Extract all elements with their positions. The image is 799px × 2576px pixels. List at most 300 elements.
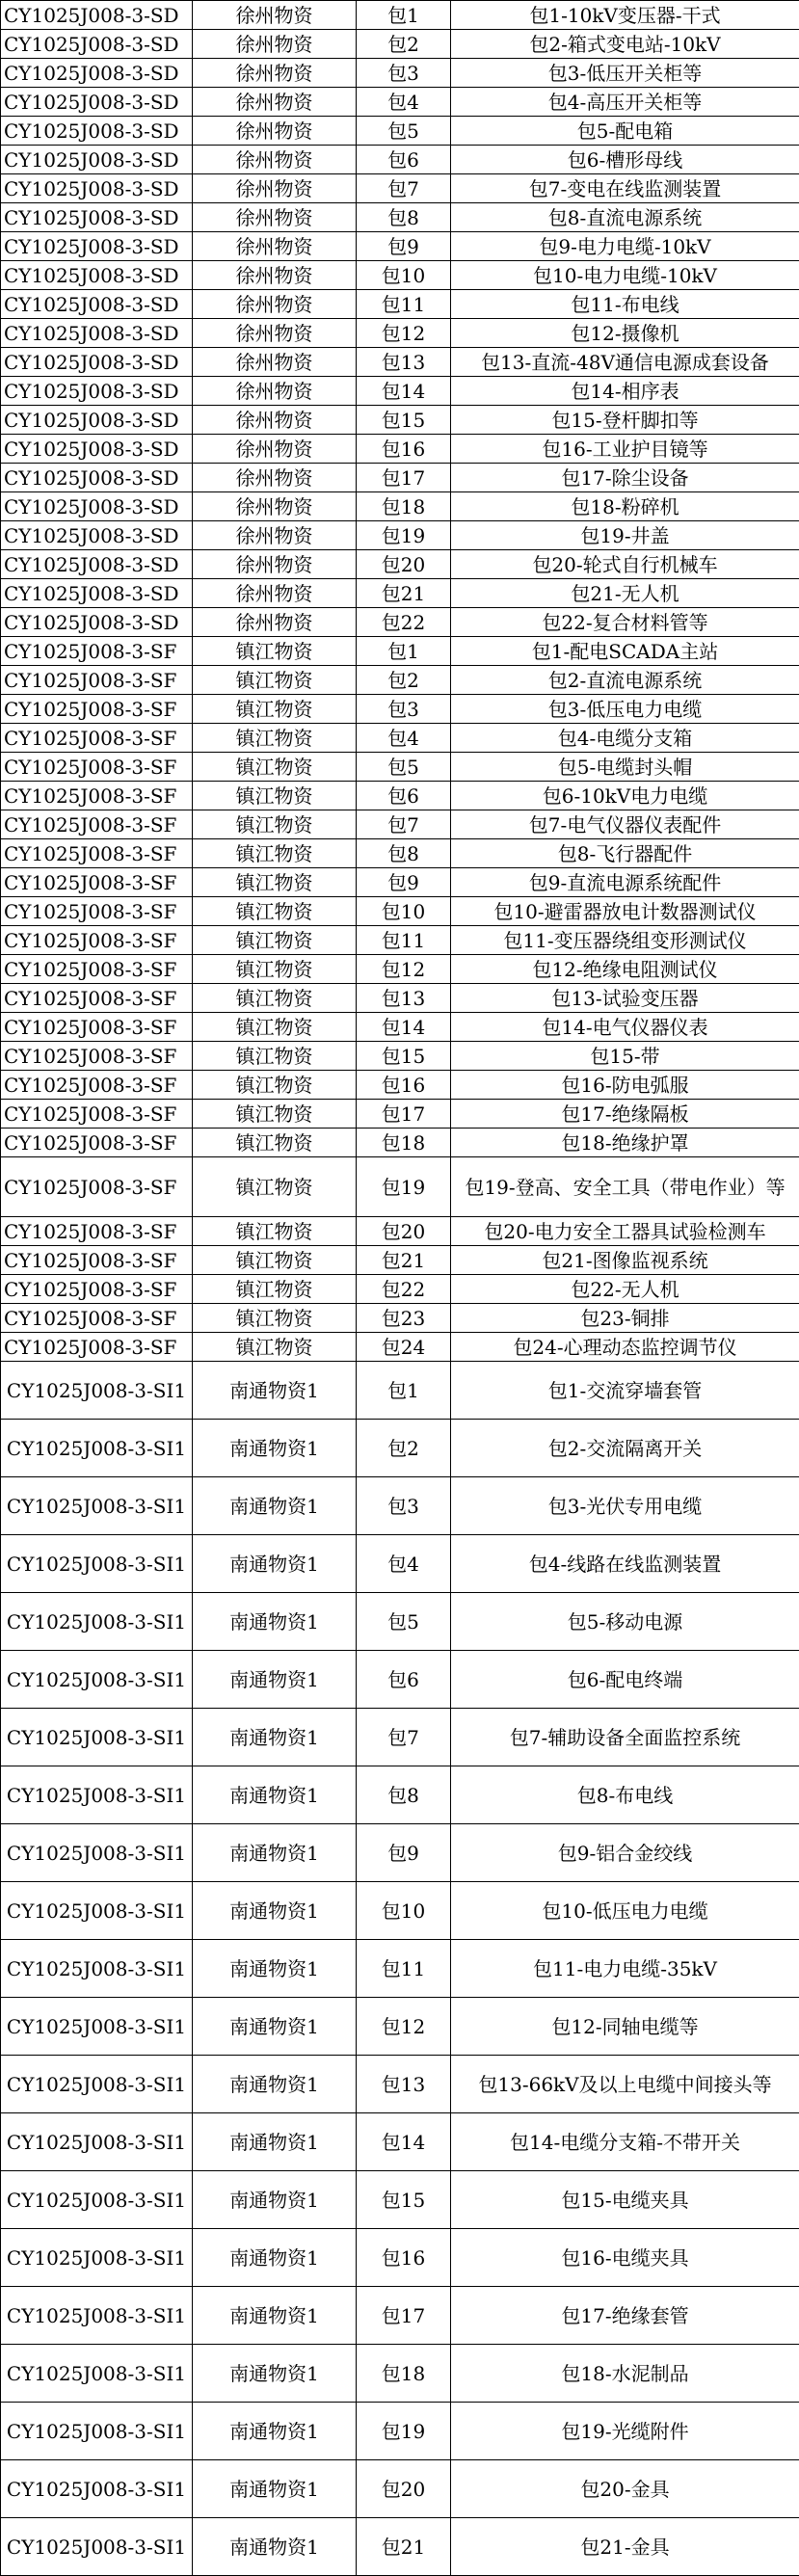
unit-cell: 镇江物资 (193, 1100, 357, 1129)
package-name-cell: 包17-除尘设备 (451, 464, 799, 492)
table-row (1, 897, 799, 926)
package-name-cell: 包23-铜排 (451, 1304, 799, 1333)
package-name-cell: 包8-飞行器配件 (451, 839, 799, 868)
package-name-cell: 包1-交流穿墙套管 (451, 1362, 799, 1420)
table-row (1, 2518, 799, 2576)
table-row (1, 955, 799, 984)
project-code-cell: CY1025J008-3-SI1 (1, 2518, 193, 2576)
table-row (1, 2287, 799, 2345)
unit-cell: 徐州物资 (193, 550, 357, 579)
project-code-cell: CY1025J008-3-SI1 (1, 1651, 193, 1709)
unit-cell: 镇江物资 (193, 1304, 357, 1333)
table-row (1, 782, 799, 810)
unit-cell: 徐州物资 (193, 464, 357, 492)
table-row (1, 1651, 799, 1709)
project-code-cell: CY1025J008-3-SF (1, 1100, 193, 1129)
table-row (1, 1998, 799, 2056)
table-row (1, 1100, 799, 1129)
package-number-cell: 包24 (357, 1333, 451, 1362)
table-row (1, 1129, 799, 1157)
project-code-cell: CY1025J008-3-SD (1, 550, 193, 579)
unit-cell: 徐州物资 (193, 290, 357, 319)
package-name-cell: 包5-配电箱 (451, 117, 799, 146)
project-code-cell: CY1025J008-3-SF (1, 1013, 193, 1042)
table-row (1, 1882, 799, 1940)
package-name-cell: 包5-移动电源 (451, 1593, 799, 1651)
table-row (1, 1477, 799, 1535)
unit-cell: 镇江物资 (193, 897, 357, 926)
project-code-cell: CY1025J008-3-SF (1, 1129, 193, 1157)
package-name-cell: 包9-直流电源系统配件 (451, 868, 799, 897)
package-number-cell: 包22 (357, 608, 451, 637)
table-row (1, 695, 799, 724)
project-code-cell: CY1025J008-3-SF (1, 810, 193, 839)
unit-cell: 镇江物资 (193, 1042, 357, 1071)
package-number-cell: 包9 (357, 232, 451, 261)
package-number-cell: 包16 (357, 1071, 451, 1100)
unit-cell: 徐州物资 (193, 59, 357, 88)
unit-cell: 南通物资1 (193, 2229, 357, 2287)
package-name-cell: 包18-绝缘护罩 (451, 1129, 799, 1157)
project-code-cell: CY1025J008-3-SI1 (1, 2229, 193, 2287)
table-row (1, 1246, 799, 1275)
project-code-cell: CY1025J008-3-SF (1, 926, 193, 955)
package-name-cell: 包15-电缆夹具 (451, 2171, 799, 2229)
package-name-cell: 包7-电气仪器仪表配件 (451, 810, 799, 839)
package-number-cell: 包5 (357, 117, 451, 146)
table-row (1, 2229, 799, 2287)
unit-cell: 南通物资1 (193, 1477, 357, 1535)
table-row (1, 117, 799, 146)
package-number-cell: 包6 (357, 1651, 451, 1709)
package-name-cell: 包3-低压电力电缆 (451, 695, 799, 724)
table-row (1, 1042, 799, 1071)
project-code-cell: CY1025J008-3-SD (1, 579, 193, 608)
table-row (1, 1362, 799, 1420)
table-row (1, 550, 799, 579)
project-code-cell: CY1025J008-3-SF (1, 1157, 193, 1217)
project-code-cell: CY1025J008-3-SD (1, 88, 193, 117)
package-number-cell: 包19 (357, 521, 451, 550)
table-row (1, 753, 799, 782)
package-number-cell: 包2 (357, 30, 451, 59)
unit-cell: 徐州物资 (193, 117, 357, 146)
project-code-cell: CY1025J008-3-SF (1, 1071, 193, 1100)
project-code-cell: CY1025J008-3-SD (1, 521, 193, 550)
package-name-cell: 包6-配电终端 (451, 1651, 799, 1709)
package-number-cell: 包10 (357, 1882, 451, 1940)
project-code-cell: CY1025J008-3-SD (1, 464, 193, 492)
table-row (1, 2113, 799, 2171)
package-name-cell: 包9-电力电缆-10kV (451, 232, 799, 261)
package-number-cell: 包13 (357, 984, 451, 1013)
unit-cell: 徐州物资 (193, 348, 357, 377)
table-row (1, 608, 799, 637)
package-name-cell: 包10-低压电力电缆 (451, 1882, 799, 1940)
unit-cell: 徐州物资 (193, 203, 357, 232)
table-row (1, 174, 799, 203)
package-name-cell: 包19-井盖 (451, 521, 799, 550)
project-code-cell: CY1025J008-3-SI1 (1, 1362, 193, 1420)
unit-cell: 镇江物资 (193, 1275, 357, 1304)
unit-cell: 徐州物资 (193, 261, 357, 290)
table-row (1, 290, 799, 319)
package-number-cell: 包10 (357, 897, 451, 926)
unit-cell: 南通物资1 (193, 2403, 357, 2460)
package-name-cell: 包6-槽形母线 (451, 146, 799, 174)
package-number-cell: 包14 (357, 377, 451, 406)
unit-cell: 徐州物资 (193, 406, 357, 435)
table-row (1, 261, 799, 290)
package-name-cell: 包18-粉碎机 (451, 492, 799, 521)
project-code-cell: CY1025J008-3-SI1 (1, 2460, 193, 2518)
project-code-cell: CY1025J008-3-SD (1, 406, 193, 435)
package-number-cell: 包18 (357, 492, 451, 521)
unit-cell: 徐州物资 (193, 319, 357, 348)
package-number-cell: 包4 (357, 88, 451, 117)
package-number-cell: 包10 (357, 261, 451, 290)
unit-cell: 镇江物资 (193, 1071, 357, 1100)
table-row (1, 59, 799, 88)
unit-cell: 南通物资1 (193, 2171, 357, 2229)
unit-cell: 镇江物资 (193, 1217, 357, 1246)
project-code-cell: CY1025J008-3-SI1 (1, 1940, 193, 1998)
package-number-cell: 包17 (357, 2287, 451, 2345)
table-row (1, 926, 799, 955)
table-row (1, 1766, 799, 1824)
table-row (1, 377, 799, 406)
package-number-cell: 包15 (357, 2171, 451, 2229)
unit-cell: 镇江物资 (193, 1129, 357, 1157)
project-code-cell: CY1025J008-3-SI1 (1, 2287, 193, 2345)
package-name-cell: 包24-心理动态监控调节仪 (451, 1333, 799, 1362)
package-number-cell: 包3 (357, 695, 451, 724)
unit-cell: 徐州物资 (193, 88, 357, 117)
package-number-cell: 包7 (357, 174, 451, 203)
unit-cell: 镇江物资 (193, 753, 357, 782)
package-number-cell: 包14 (357, 1013, 451, 1042)
table-row (1, 406, 799, 435)
package-number-cell: 包14 (357, 2113, 451, 2171)
project-code-cell: CY1025J008-3-SF (1, 1333, 193, 1362)
package-name-cell: 包22-无人机 (451, 1275, 799, 1304)
table-row (1, 1304, 799, 1333)
package-number-cell: 包20 (357, 2460, 451, 2518)
package-name-cell: 包7-变电在线监测装置 (451, 174, 799, 203)
unit-cell: 徐州物资 (193, 492, 357, 521)
package-number-cell: 包15 (357, 1042, 451, 1071)
project-code-cell: CY1025J008-3-SD (1, 290, 193, 319)
unit-cell: 镇江物资 (193, 1013, 357, 1042)
table-row (1, 1940, 799, 1998)
project-code-cell: CY1025J008-3-SD (1, 59, 193, 88)
package-name-cell: 包4-线路在线监测装置 (451, 1535, 799, 1593)
table-row (1, 637, 799, 666)
table-row (1, 666, 799, 695)
package-name-cell: 包3-低压开关柜等 (451, 59, 799, 88)
package-number-cell: 包11 (357, 1940, 451, 1998)
project-code-cell: CY1025J008-3-SI1 (1, 2056, 193, 2113)
project-code-cell: CY1025J008-3-SD (1, 377, 193, 406)
package-name-cell: 包19-光缆附件 (451, 2403, 799, 2460)
project-code-cell: CY1025J008-3-SD (1, 492, 193, 521)
table-row (1, 1, 799, 30)
table-row (1, 1709, 799, 1766)
package-number-cell: 包8 (357, 203, 451, 232)
package-number-cell: 包17 (357, 464, 451, 492)
table-row (1, 232, 799, 261)
package-number-cell: 包11 (357, 926, 451, 955)
unit-cell: 南通物资1 (193, 2460, 357, 2518)
package-name-cell: 包20-电力安全工器具试验检测车 (451, 1217, 799, 1246)
package-number-cell: 包21 (357, 2518, 451, 2576)
unit-cell: 镇江物资 (193, 984, 357, 1013)
package-number-cell: 包20 (357, 1217, 451, 1246)
package-number-cell: 包23 (357, 1304, 451, 1333)
package-name-cell: 包2-箱式变电站-10kV (451, 30, 799, 59)
unit-cell: 徐州物资 (193, 521, 357, 550)
project-code-cell: CY1025J008-3-SD (1, 348, 193, 377)
table-row (1, 1013, 799, 1042)
unit-cell: 南通物资1 (193, 2287, 357, 2345)
unit-cell: 镇江物资 (193, 695, 357, 724)
unit-cell: 镇江物资 (193, 637, 357, 666)
package-name-cell: 包20-轮式自行机械车 (451, 550, 799, 579)
project-code-cell: CY1025J008-3-SI1 (1, 2171, 193, 2229)
project-code-cell: CY1025J008-3-SD (1, 30, 193, 59)
project-code-cell: CY1025J008-3-SF (1, 1042, 193, 1071)
project-code-cell: CY1025J008-3-SF (1, 897, 193, 926)
package-name-cell: 包20-金具 (451, 2460, 799, 2518)
project-code-cell: CY1025J008-3-SI1 (1, 1824, 193, 1882)
package-number-cell: 包12 (357, 1998, 451, 2056)
table-row (1, 492, 799, 521)
package-number-cell: 包6 (357, 782, 451, 810)
package-number-cell: 包8 (357, 1766, 451, 1824)
table-row (1, 2171, 799, 2229)
package-name-cell: 包17-绝缘隔板 (451, 1100, 799, 1129)
package-name-cell: 包16-工业护目镜等 (451, 435, 799, 464)
package-number-cell: 包18 (357, 1129, 451, 1157)
package-number-cell: 包21 (357, 579, 451, 608)
unit-cell: 镇江物资 (193, 1157, 357, 1217)
package-number-cell: 包7 (357, 1709, 451, 1766)
table-row (1, 1420, 799, 1477)
project-code-cell: CY1025J008-3-SI1 (1, 1882, 193, 1940)
table-row (1, 1275, 799, 1304)
project-code-cell: CY1025J008-3-SD (1, 146, 193, 174)
unit-cell: 南通物资1 (193, 1824, 357, 1882)
table-row (1, 810, 799, 839)
unit-cell: 南通物资1 (193, 1593, 357, 1651)
package-name-cell: 包15-登杆脚扣等 (451, 406, 799, 435)
unit-cell: 镇江物资 (193, 955, 357, 984)
package-number-cell: 包7 (357, 810, 451, 839)
table-row (1, 839, 799, 868)
package-number-cell: 包16 (357, 435, 451, 464)
unit-cell: 南通物资1 (193, 1940, 357, 1998)
unit-cell: 镇江物资 (193, 1333, 357, 1362)
package-name-cell: 包10-电力电缆-10kV (451, 261, 799, 290)
package-name-cell: 包6-10kV电力电缆 (451, 782, 799, 810)
package-number-cell: 包8 (357, 839, 451, 868)
package-name-cell: 包8-布电线 (451, 1766, 799, 1824)
package-name-cell: 包21-图像监视系统 (451, 1246, 799, 1275)
unit-cell: 徐州物资 (193, 377, 357, 406)
package-number-cell: 包12 (357, 955, 451, 984)
project-code-cell: CY1025J008-3-SF (1, 1217, 193, 1246)
table-row (1, 30, 799, 59)
package-number-cell: 包6 (357, 146, 451, 174)
package-number-cell: 包1 (357, 1, 451, 30)
package-name-cell: 包13-试验变压器 (451, 984, 799, 1013)
package-name-cell: 包3-光伏专用电缆 (451, 1477, 799, 1535)
unit-cell: 徐州物资 (193, 146, 357, 174)
package-number-cell: 包11 (357, 290, 451, 319)
table-row (1, 88, 799, 117)
package-name-cell: 包5-电缆封头帽 (451, 753, 799, 782)
unit-cell: 镇江物资 (193, 839, 357, 868)
package-name-cell: 包11-电力电缆-35kV (451, 1940, 799, 1998)
unit-cell: 南通物资1 (193, 1651, 357, 1709)
package-name-cell: 包12-摄像机 (451, 319, 799, 348)
package-name-cell: 包10-避雷器放电计数器测试仪 (451, 897, 799, 926)
package-name-cell: 包12-同轴电缆等 (451, 1998, 799, 2056)
package-number-cell: 包18 (357, 2345, 451, 2403)
package-number-cell: 包17 (357, 1100, 451, 1129)
unit-cell: 徐州物资 (193, 232, 357, 261)
unit-cell: 镇江物资 (193, 1246, 357, 1275)
table-row (1, 319, 799, 348)
table-row (1, 2460, 799, 2518)
package-name-cell: 包2-交流隔离开关 (451, 1420, 799, 1477)
project-code-cell: CY1025J008-3-SF (1, 637, 193, 666)
project-code-cell: CY1025J008-3-SF (1, 753, 193, 782)
table-row (1, 203, 799, 232)
package-name-cell: 包14-电缆分支箱-不带开关 (451, 2113, 799, 2171)
project-code-cell: CY1025J008-3-SD (1, 203, 193, 232)
package-name-cell: 包13-66kV及以上电缆中间接头等 (451, 2056, 799, 2113)
project-code-cell: CY1025J008-3-SI1 (1, 1766, 193, 1824)
unit-cell: 南通物资1 (193, 1766, 357, 1824)
unit-cell: 徐州物资 (193, 174, 357, 203)
project-code-cell: CY1025J008-3-SI1 (1, 1477, 193, 1535)
unit-cell: 徐州物资 (193, 435, 357, 464)
unit-cell: 南通物资1 (193, 2056, 357, 2113)
unit-cell: 南通物资1 (193, 1535, 357, 1593)
package-name-cell: 包4-高压开关柜等 (451, 88, 799, 117)
table-row (1, 1071, 799, 1100)
package-number-cell: 包9 (357, 868, 451, 897)
project-code-cell: CY1025J008-3-SF (1, 666, 193, 695)
package-name-cell: 包19-登高、安全工具（带电作业）等 (451, 1157, 799, 1217)
project-code-cell: CY1025J008-3-SI1 (1, 2403, 193, 2460)
unit-cell: 镇江物资 (193, 724, 357, 753)
project-code-cell: CY1025J008-3-SD (1, 261, 193, 290)
package-name-cell: 包17-绝缘套管 (451, 2287, 799, 2345)
project-code-cell: CY1025J008-3-SF (1, 868, 193, 897)
package-number-cell: 包1 (357, 1362, 451, 1420)
project-code-cell: CY1025J008-3-SF (1, 1275, 193, 1304)
project-code-cell: CY1025J008-3-SD (1, 232, 193, 261)
unit-cell: 镇江物资 (193, 782, 357, 810)
project-code-cell: CY1025J008-3-SI1 (1, 1593, 193, 1651)
table-row (1, 1157, 799, 1217)
unit-cell: 南通物资1 (193, 2518, 357, 2576)
project-code-cell: CY1025J008-3-SI1 (1, 2345, 193, 2403)
package-name-cell: 包14-相序表 (451, 377, 799, 406)
package-number-cell: 包9 (357, 1824, 451, 1882)
package-name-cell: 包12-绝缘电阻测试仪 (451, 955, 799, 984)
project-code-cell: CY1025J008-3-SD (1, 608, 193, 637)
project-code-cell: CY1025J008-3-SI1 (1, 1420, 193, 1477)
project-code-cell: CY1025J008-3-SF (1, 1246, 193, 1275)
package-name-cell: 包2-直流电源系统 (451, 666, 799, 695)
package-number-cell: 包2 (357, 1420, 451, 1477)
package-number-cell: 包3 (357, 1477, 451, 1535)
package-number-cell: 包5 (357, 1593, 451, 1651)
unit-cell: 徐州物资 (193, 1, 357, 30)
unit-cell: 徐州物资 (193, 579, 357, 608)
package-name-cell: 包9-铝合金绞线 (451, 1824, 799, 1882)
table-row (1, 868, 799, 897)
package-name-cell: 包4-电缆分支箱 (451, 724, 799, 753)
package-number-cell: 包19 (357, 1157, 451, 1217)
table-row (1, 984, 799, 1013)
package-name-cell: 包21-金具 (451, 2518, 799, 2576)
table-row (1, 2345, 799, 2403)
table-row (1, 1593, 799, 1651)
unit-cell: 镇江物资 (193, 666, 357, 695)
unit-cell: 徐州物资 (193, 608, 357, 637)
package-number-cell: 包20 (357, 550, 451, 579)
package-number-cell: 包13 (357, 348, 451, 377)
project-code-cell: CY1025J008-3-SF (1, 695, 193, 724)
package-name-cell: 包15-带 (451, 1042, 799, 1071)
package-name-cell: 包11-变压器绕组变形测试仪 (451, 926, 799, 955)
package-name-cell: 包14-电气仪器仪表 (451, 1013, 799, 1042)
package-number-cell: 包12 (357, 319, 451, 348)
package-name-cell: 包11-布电线 (451, 290, 799, 319)
table-row (1, 2056, 799, 2113)
package-name-cell: 包18-水泥制品 (451, 2345, 799, 2403)
package-name-cell: 包16-防电弧服 (451, 1071, 799, 1100)
package-name-cell: 包8-直流电源系统 (451, 203, 799, 232)
package-name-cell: 包13-直流-48V通信电源成套设备 (451, 348, 799, 377)
project-code-cell: CY1025J008-3-SI1 (1, 1535, 193, 1593)
package-number-cell: 包1 (357, 637, 451, 666)
table-row (1, 724, 799, 753)
project-code-cell: CY1025J008-3-SD (1, 1, 193, 30)
package-number-cell: 包21 (357, 1246, 451, 1275)
package-number-cell: 包3 (357, 59, 451, 88)
project-code-cell: CY1025J008-3-SD (1, 319, 193, 348)
package-number-cell: 包16 (357, 2229, 451, 2287)
project-code-cell: CY1025J008-3-SD (1, 174, 193, 203)
table-row (1, 1535, 799, 1593)
table-row (1, 1824, 799, 1882)
table-row (1, 1217, 799, 1246)
package-number-cell: 包15 (357, 406, 451, 435)
unit-cell: 镇江物资 (193, 810, 357, 839)
project-code-cell: CY1025J008-3-SI1 (1, 1709, 193, 1766)
table-row (1, 1333, 799, 1362)
package-table-body (1, 1, 799, 2576)
project-code-cell: CY1025J008-3-SF (1, 955, 193, 984)
unit-cell: 南通物资1 (193, 1998, 357, 2056)
project-code-cell: CY1025J008-3-SF (1, 984, 193, 1013)
table-row (1, 348, 799, 377)
